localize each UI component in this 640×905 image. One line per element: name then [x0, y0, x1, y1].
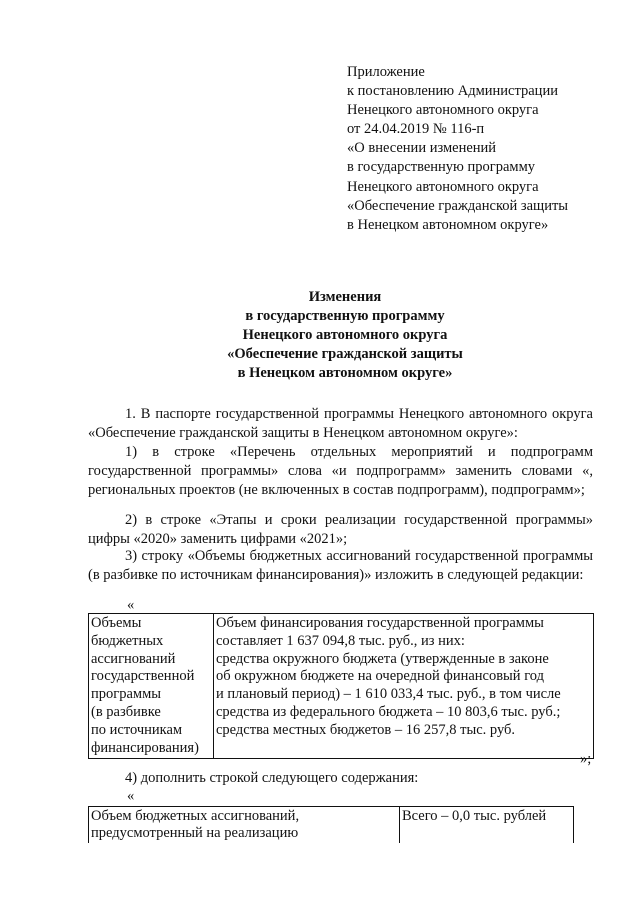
paragraph-4: 3) строку «Объемы бюджетных ассигнований государственной программы (в разбивке по источникам финансирования)» изложить в следующей редакции: — [88, 548, 593, 583]
quote-close-mark: »; — [580, 751, 592, 767]
paragraph-3: 2) в строке «Этапы и сроки реализации государственной программы» цифры «2020» заменить цифрами «2021»; — [88, 512, 593, 547]
cell-line: финансирования) — [91, 739, 199, 756]
budget-table — [88, 613, 594, 759]
cell-line: средства из федерального бюджета – 10 803,6 тыс. руб.; — [216, 703, 561, 720]
appendix-line: «О внесении изменений — [347, 140, 497, 157]
cell-line: государственной — [91, 668, 195, 685]
cell-line: средства окружного бюджета (утвержденные в законе — [216, 650, 549, 667]
appendix-block — [347, 63, 568, 235]
paragraph-5: 4) дополнить строкой следующего содержания: — [125, 770, 419, 786]
cell-line: предусмотренный на реализацию — [91, 825, 299, 841]
cell-line: ассигнований — [91, 650, 176, 667]
cell-line: средства местных бюджетов – 16 257,8 тыс. руб. — [216, 721, 516, 738]
cell-line: об окружном бюджете на очередной финансовый год — [216, 668, 544, 685]
cell-line: Объем финансирования государственной программы — [216, 615, 544, 631]
cell-line: и плановый период) – 1 610 033,4 тыс. руб., в том числе — [216, 686, 561, 703]
cell-line: составляет 1 637 094,8 тыс. руб., из них: — [216, 632, 465, 649]
appendix-line: в Ненецком автономном округе» — [347, 216, 549, 233]
title-line: в государственную программу — [245, 308, 445, 324]
cell-line: (в разбивке — [91, 703, 161, 720]
quote-open-mark-2: « — [127, 788, 135, 804]
cell-line: Объем бюджетных ассигнований, — [91, 808, 300, 824]
allocation-value-cell: Всего – 0,0 тыс. рублей — [400, 807, 574, 844]
paragraph-1: 1. В паспорте государственной программы Ненецкого автономного округа «Обеспечение гражданской защиты в Ненецком автономном округе»: — [88, 406, 593, 441]
cell-line: программы — [91, 686, 161, 703]
paragraph-2: 1) в строке «Перечень отдельных мероприятий и подпрограмм государственной программы» слова «и подпрограмм» заменить словами «, региональных проектов (не включенных в состав подпрограмм), подпрограмм»; — [88, 444, 593, 498]
title-line: «Обеспечение гражданской защиты — [227, 346, 463, 362]
appendix-line: Ненецкого автономного округа — [347, 102, 539, 119]
quote-open-mark: « — [127, 597, 135, 613]
document-title — [0, 288, 640, 383]
appendix-line: в государственную программу — [347, 159, 536, 176]
allocation-label-cell — [89, 807, 400, 844]
appendix-line: «Обеспечение гражданской защиты — [347, 197, 569, 214]
appendix-line: Приложение — [347, 64, 425, 80]
appendix-line: от 24.04.2019 № 116-п — [347, 121, 485, 138]
budget-label-cell — [89, 614, 214, 759]
appendix-line: Ненецкого автономного округа — [347, 178, 539, 195]
budget-value-cell — [214, 614, 594, 759]
cell-line: бюджетных — [91, 632, 164, 649]
title-line: Ненецкого автономного округа — [242, 327, 448, 343]
cell-line: по источникам — [91, 721, 183, 738]
cell-line: Объемы — [91, 615, 142, 631]
appendix-line: к постановлению Администрации — [347, 83, 558, 100]
title-line: Изменения — [308, 289, 382, 305]
allocation-table — [88, 806, 574, 843]
title-line: в Ненецком автономном округе» — [237, 365, 453, 381]
